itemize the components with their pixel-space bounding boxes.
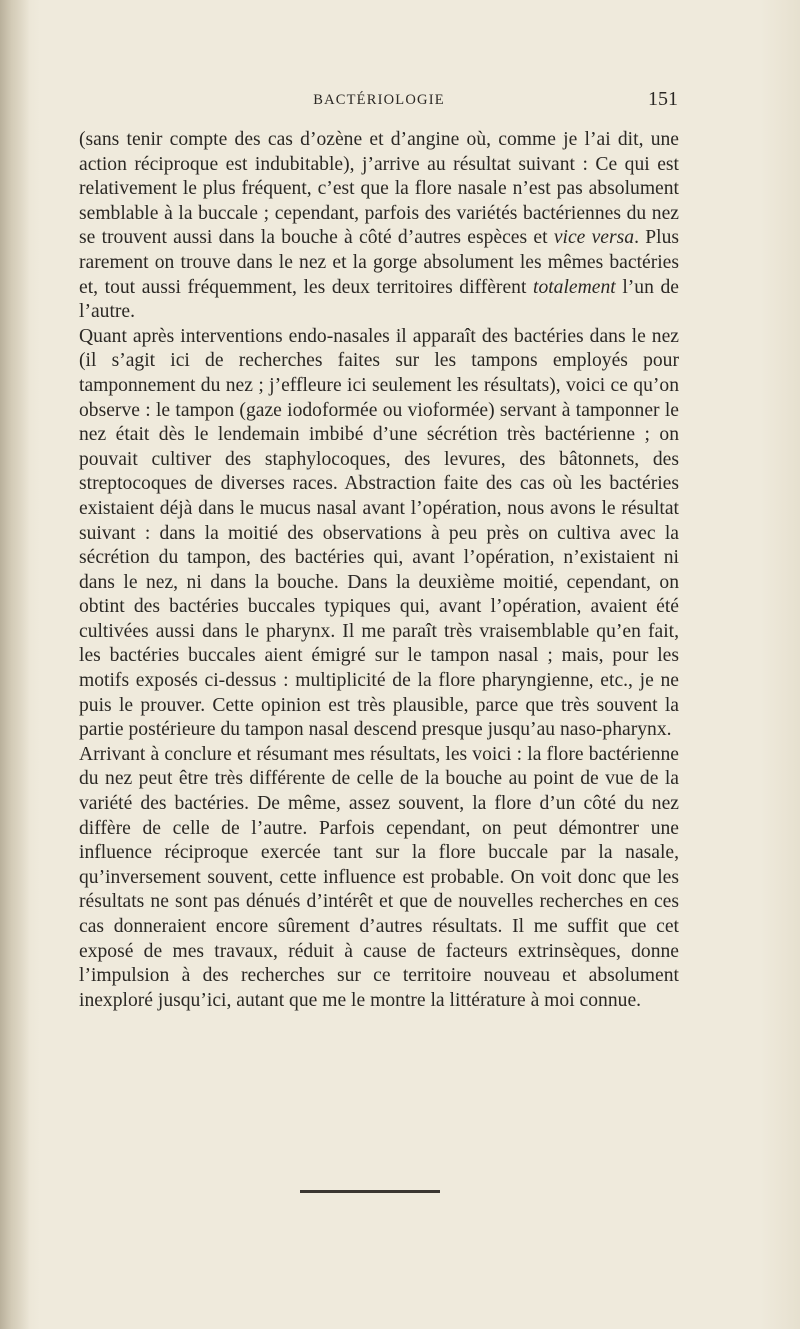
paragraph-1-text-b: . Plus rarement on trouve dans le nez et la gorge absolument les mêmes bactéries et, tout aussi fréquemment, les deux territoires diffèrent [79,227,679,298]
body-text [79,128,679,1013]
paragraph-1 [79,128,679,325]
running-title: BACTÉRIOLOGIE [313,92,445,108]
italic-vice-versa: vice versa [553,227,635,249]
italic-totalement: totalement [533,276,616,298]
page-binding-shadow [0,0,30,1329]
paragraph-3 [79,743,679,1014]
running-header [80,90,678,116]
paragraph-1-text-a: (sans tenir compte des cas d’ozène et d’angine où, comme je l’ai dit, une action réciproque est indubitable), j’arrive au résultat suivant : Ce qui est relativement le plus fréquent, c’est que la flore nasale n’est pas absolument semblable à la buccale ; cependant, parfois des variétés bactériennes du nez se trouvent aussi dans la bouche à côté d’autres espèces et [79,129,679,249]
end-rule [300,1190,440,1193]
paragraph-1-text-c: l’un de l’autre. [79,276,679,323]
page-number: 151 [648,88,678,110]
paragraph-2 [79,325,679,743]
paragraph-2-text: Quant après interventions endo-nasales il apparaît des bactéries dans le nez (il s’agit ici de recherches faites sur les tampons employés pour tamponnement du nez ; j’effleure ici seulement les résultats), voici ce qu’on observe : le tampon (gaze iodoformée ou vioformée) servant à tamponner le nez était dès le lendemain imbibé d’une sécrétion très bactérienne ; on pouvait cultiver des staphylocoques, des levures, des bâtonnets, des streptocoques de diverses races. Abstraction faite des cas où les bactéries existaient déjà dans le mucus nasal avant l’opération, nous avons le résultat suivant : dans la moitié des observations à peu près on cultiva avec la sécrétion du tampon, des bactéries qui, avant l’opération, n’existaient ni dans le nez, ni dans la bouche. Dans la deuxième moitié, cependant, on obtint des bactéries buccales typiques qui, avant l’opération, avaient été cultivées aussi dans le pharynx. Il me paraît très vraisemblable qu’en fait, les bactéries buccales aient émigré sur le tampon nasal ; mais, pour les motifs exposés ci-dessus : multiplicité de la flore pharyngienne, etc., je ne puis le prouver. Cette opinion est très plausible, parce que très souvent la partie postérieure du tampon nasal descend presque jusqu’au naso-pharynx. [79,325,679,741]
paragraph-3-text: Arrivant à conclure et résumant mes résultats, les voici : la flore bactérienne du nez peut être très différente de celle de la bouche au point de vue de la variété des bactéries. De même, assez souvent, la flore d’un côté du nez diffère de celle de l’autre. Parfois cependant, on peut démontrer une influence réciproque exercée tant sur la flore buccale par la nasale, qu’inversement souvent, cette influence est probable. On voit donc que les résultats ne sont pas dénués d’intérêt et que de nouvelles recherches en ces cas donneraient encore sûrement d’autres résultats. Il me suffit que cet exposé de mes travaux, réduit à cause de facteurs extrinsèques, donne l’impulsion à des recherches sur ce territoire nouveau et absolument inexploré jusqu’ici, autant que me le montre la littérature à moi connue. [79,743,679,1011]
